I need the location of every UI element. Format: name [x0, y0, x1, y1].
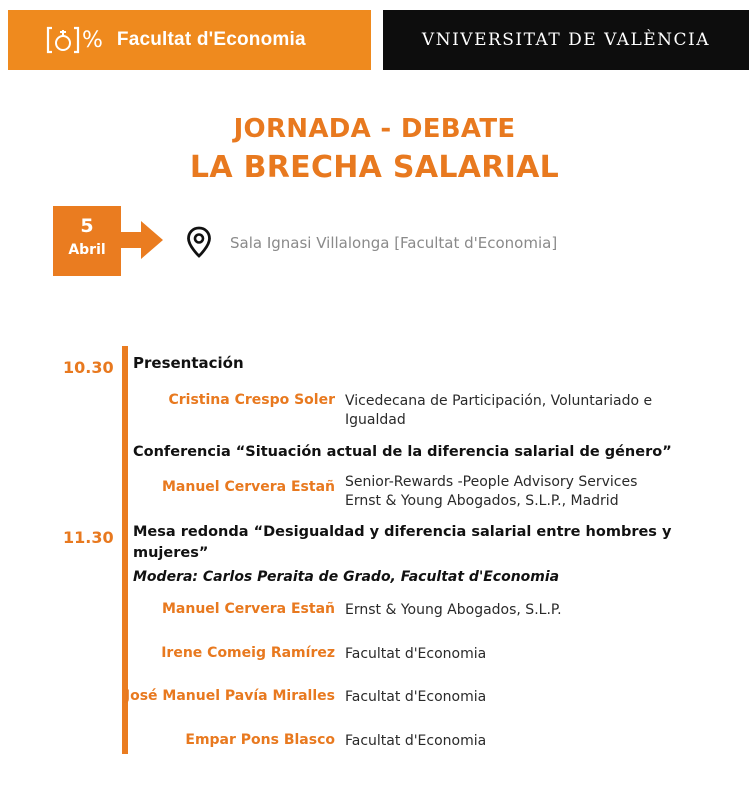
panel-speaker-2: Irene Comeig Ramírez: [161, 645, 335, 661]
moderator-line: Modera: Carlos Peraita de Grado, Facultat d'Economia: [133, 569, 560, 585]
time-label-1130: 11.30: [63, 528, 114, 547]
conference-heading: Conferencia “Situación actual de la diferencia salarial de género”: [133, 444, 672, 460]
university-name: VNIVERSITAT DE VALÈNCIA: [421, 30, 711, 50]
venue-text: Sala Ignasi Villalonga [Facultat d'Economia]: [230, 234, 558, 252]
round-table-heading: [133, 522, 671, 564]
date-badge: [53, 206, 121, 276]
presentation-role-line2: Igualdad: [345, 412, 406, 428]
faculty-logo: [46, 25, 103, 55]
panel-speaker-4: Empar Pons Blasco: [185, 732, 335, 748]
time-label-1030: 10.30: [63, 358, 114, 377]
event-title-line1: JORNADA - DEBATE: [233, 114, 516, 144]
panel-affiliation-4: Facultat d'Economia: [345, 733, 487, 749]
date-month: Abril: [68, 242, 106, 258]
panel-affiliation-3: Facultat d'Economia: [345, 689, 487, 705]
panel-speaker-1: Manuel Cervera Estañ: [161, 601, 335, 617]
conference-speaker-role: [345, 473, 637, 511]
round-table-line1: Mesa redonda “Desigualdad y diferencia salarial entre hombres y: [133, 524, 672, 540]
panel-affiliation-1: Ernst & Young Abogados, S.L.P.: [345, 602, 562, 618]
presentation-heading: Presentación: [133, 354, 244, 372]
round-table-line2: mujeres”: [133, 545, 209, 561]
faculty-logo-icon: [46, 25, 80, 55]
event-title-line2: LA BRECHA SALARIAL: [189, 150, 560, 185]
presentation-speaker-role: [345, 392, 652, 430]
location-pin-icon: [186, 226, 212, 258]
logo-percent-symbol: %: [82, 27, 103, 53]
presentation-role-line1: Vicedecana de Participación, Voluntariado e: [345, 393, 653, 409]
conference-speaker: Manuel Cervera Estañ: [161, 479, 335, 495]
presentation-speaker: Cristina Crespo Soler: [168, 392, 335, 408]
faculty-name: Facultat d'Economia: [116, 29, 306, 50]
date-day: 5: [80, 215, 94, 237]
panel-speaker-3: José Manuel Pavía Miralles: [124, 688, 335, 704]
conference-role-line2: Ernst & Young Abogados, S.L.P., Madrid: [345, 493, 619, 509]
panel-affiliation-2: Facultat d'Economia: [345, 646, 487, 662]
conference-role-line1: Senior-Rewards -People Advisory Services: [345, 474, 638, 490]
faculty-header-bar: [8, 10, 371, 70]
university-header-bar: [383, 10, 749, 70]
arrow-right-icon: [121, 219, 163, 261]
